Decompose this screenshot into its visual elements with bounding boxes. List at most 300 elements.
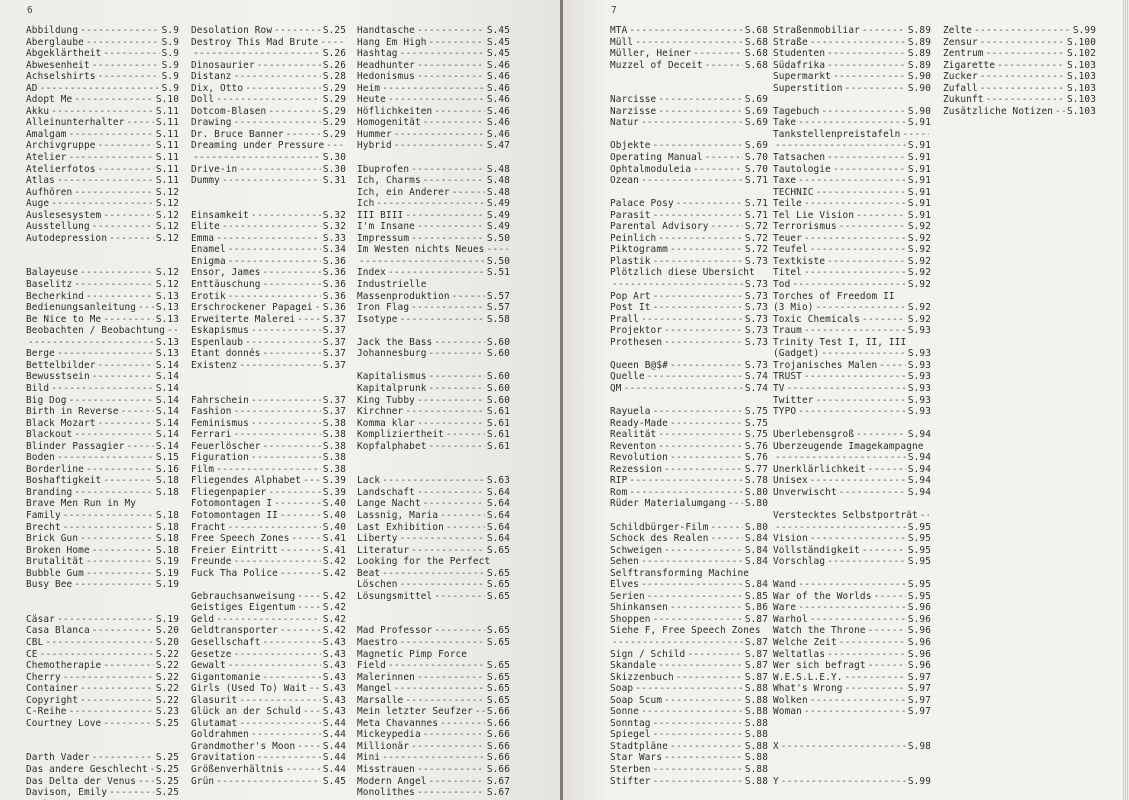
index-entry (610, 360, 768, 372)
dotted-leader (239, 695, 320, 707)
entry-term: Unverwischt (773, 486, 837, 498)
index-entry (610, 325, 768, 337)
entry-term: Y (773, 775, 779, 787)
entry-page: S.91 (907, 152, 931, 164)
entry-page: S.88 (744, 683, 768, 695)
index-entry (26, 718, 179, 730)
entry-page: S.84 (744, 556, 768, 568)
entry-page: S.29 (322, 82, 346, 94)
dotted-leader (63, 510, 154, 522)
entry-term: Black Mozart (26, 417, 96, 429)
index-entry (773, 279, 931, 291)
dotted-leader (810, 695, 906, 707)
entry-term: Wolken (773, 694, 808, 706)
dotted-leader (711, 522, 743, 534)
entry-term: Natur (610, 117, 639, 129)
index-entry (610, 314, 768, 326)
index-entry (26, 406, 179, 418)
index-entry (357, 371, 510, 383)
entry-term: Heim (357, 82, 381, 94)
entry-term: Akku (26, 105, 50, 117)
entry-term: Überzeugende Imagekampagne (773, 440, 924, 452)
entry-page: S.29 (322, 94, 346, 106)
entry-term: Auslesesystem (26, 209, 102, 221)
entry-term: Goldrahmen (191, 729, 249, 741)
dotted-leader (1055, 106, 1065, 118)
entry-term: Etant donnés (191, 348, 261, 360)
dotted-leader (446, 429, 485, 441)
index-entry (773, 637, 931, 649)
entry-page: S.91 (907, 117, 931, 129)
entry-page: S.89 (907, 36, 931, 48)
dotted-leader (868, 625, 906, 637)
entry-term: QM (610, 382, 622, 394)
index-entry (610, 210, 768, 222)
index-entry (773, 464, 931, 476)
index-entry (610, 406, 768, 418)
entry-term: Eskapismus (191, 325, 249, 337)
dotted-leader (45, 637, 153, 649)
index-entry (26, 614, 179, 626)
entry-page: S.38 (322, 440, 346, 452)
dotted-leader (405, 210, 484, 222)
entry-term: Parasit (610, 209, 651, 221)
entry-term: Glutamat (191, 717, 238, 729)
entry-page: S.22 (155, 694, 179, 706)
dotted-leader (670, 244, 743, 256)
entry-page: S.97 (907, 694, 931, 706)
entry-term: Figuration (191, 452, 249, 464)
dotted-leader (251, 395, 321, 407)
dotted-leader (997, 60, 1065, 72)
index-entry (191, 625, 346, 637)
index-entry (26, 325, 179, 337)
index-entry (773, 510, 931, 522)
index-entry (610, 533, 768, 545)
entry-term: Tatsachen (773, 152, 826, 164)
index-entry (191, 244, 346, 256)
entry-term: I'm Insane (357, 221, 415, 233)
entry-page: S.40 (322, 521, 346, 533)
spacer (191, 371, 346, 383)
entry-term: Archivgruppe (26, 140, 96, 152)
index-entry (943, 48, 1096, 60)
index-entry (191, 164, 346, 176)
index-entry (191, 591, 346, 603)
entry-term: TV (773, 382, 785, 394)
dotted-leader (641, 175, 743, 187)
dotted-leader (86, 464, 154, 476)
entry-term: Piktogramm (610, 244, 668, 256)
dotted-leader (670, 602, 743, 614)
index-entry (610, 764, 768, 776)
spacer (773, 568, 931, 580)
entry-term: Ich (357, 198, 375, 210)
entry-page: S.36 (322, 279, 346, 291)
entry-term: Distanz (191, 71, 232, 83)
dotted-leader (292, 533, 321, 545)
entry-page: S.40 (322, 498, 346, 510)
entry-term: Sterben (610, 764, 651, 775)
dotted-leader (138, 302, 154, 314)
index-entry (773, 175, 931, 187)
entry-page: S.41 (322, 544, 346, 556)
index-entry (357, 256, 510, 268)
entry-page: S.88 (744, 694, 768, 706)
index-entry (26, 360, 179, 372)
index-entry (610, 233, 768, 245)
dotted-leader (280, 568, 321, 580)
index-entry (357, 187, 510, 199)
dotted-leader (653, 210, 743, 222)
entry-page: S.30 (322, 163, 346, 175)
dotted-leader (804, 198, 906, 210)
dotted-leader (693, 164, 743, 176)
entry-term: Plötzlich diese Übersicht (610, 267, 755, 279)
index-entry (773, 614, 931, 626)
index-entry (773, 25, 931, 37)
entry-term: TRUST (773, 371, 802, 383)
dotted-leader (388, 94, 485, 106)
dotted-leader (856, 429, 906, 441)
entry-term: Doll (191, 94, 215, 106)
entry-page: S.57 (486, 290, 510, 302)
entry-term: III BIII (357, 209, 404, 221)
entry-term: Lack (357, 475, 381, 487)
dotted-leader (121, 406, 154, 418)
entry-page: S.45 (322, 775, 346, 787)
dotted-leader (216, 94, 321, 106)
entry-page: S.95 (907, 521, 931, 533)
entry-page: S.60 (486, 394, 510, 406)
entry-term: Rayuela (610, 406, 651, 418)
entry-page: S.18 (155, 533, 179, 545)
index-entry (943, 94, 1096, 106)
index-entry (191, 545, 346, 557)
index-entry (773, 522, 931, 534)
entry-term: Boden (26, 452, 55, 464)
entry-page: S.73 (744, 336, 768, 348)
index-entry (357, 533, 510, 545)
dotted-leader (711, 221, 743, 233)
entry-page: S.26 (322, 48, 346, 60)
entry-term: Gebrauchsanweisung (191, 590, 296, 602)
entry-term: Torches of Freedom II (773, 290, 895, 302)
index-entry (26, 672, 179, 684)
entry-term: Vollständigkeit (773, 544, 860, 556)
entry-page: S.99 (907, 775, 931, 787)
entry-term: Drawing (191, 117, 232, 129)
entry-page: S.91 (907, 198, 931, 210)
spacer (773, 718, 931, 730)
entry-page: S.97 (907, 671, 931, 683)
index-entry (357, 637, 510, 649)
dotted-leader (798, 602, 906, 614)
entry-term: King Tubby (357, 394, 415, 406)
entry-term: Handtasche (357, 25, 415, 36)
spacer (26, 741, 179, 753)
index-entry (26, 510, 179, 522)
index-entry (357, 522, 510, 534)
entry-page: S.43 (322, 636, 346, 648)
index-entry (357, 683, 510, 695)
index-entry (357, 649, 510, 661)
index-entry (943, 71, 1096, 83)
entry-page: S.68 (744, 36, 768, 48)
entry-page (344, 140, 346, 152)
index-entry (191, 337, 346, 349)
entry-term: Zelte (943, 25, 972, 36)
index-entry (773, 60, 931, 72)
index-entry (191, 441, 346, 453)
index-entry (26, 706, 179, 718)
index-entry (773, 152, 931, 164)
dotted-leader (486, 244, 508, 256)
entry-page: S.98 (907, 740, 931, 752)
entry-term: Lange Nacht (357, 498, 421, 510)
entry-term: Selftransforming Machine (610, 567, 750, 579)
index-entry (26, 545, 179, 557)
entry-term: AD (26, 82, 38, 94)
dotted-leader (263, 267, 321, 279)
entry-page: S.73 (744, 325, 768, 337)
entry-page: S.18 (155, 475, 179, 487)
entry-page: S.42 (322, 625, 346, 637)
index-entry (357, 556, 510, 568)
entry-page: S.69 (744, 105, 768, 117)
index-entry (773, 429, 931, 441)
entry-term: Glasurit (191, 694, 238, 706)
entry-page: S.69 (744, 94, 768, 106)
entry-page: S.61 (486, 429, 510, 441)
dotted-leader (653, 764, 743, 776)
entry-page: S.89 (907, 25, 931, 36)
index-entry (610, 672, 768, 684)
dotted-leader (440, 718, 485, 730)
entry-term: Teufel (773, 244, 808, 256)
dotted-leader (51, 198, 154, 210)
index-entry (943, 83, 1096, 95)
entry-term: Film (191, 463, 215, 475)
entry-term: Projektor (610, 325, 663, 337)
index-entry (773, 533, 931, 545)
index-entry (191, 406, 346, 418)
dotted-leader (879, 360, 906, 372)
dotted-leader (251, 729, 321, 741)
index-entry (610, 660, 768, 672)
spacer (357, 360, 510, 372)
entry-page: S.73 (744, 279, 768, 291)
entry-term: Schildbürger-Film (610, 521, 709, 533)
entry-page: S.36 (322, 255, 346, 267)
entry-page: S.22 (155, 648, 179, 660)
entry-term: (3 Mio) (773, 302, 814, 314)
dotted-leader (376, 198, 484, 210)
index-entry (773, 140, 931, 152)
dotted-leader (400, 533, 485, 545)
spacer (357, 152, 510, 164)
entry-term: Trojanisches Malen (773, 359, 878, 371)
entry-page: S.91 (907, 140, 931, 152)
entry-term: Fracht (191, 521, 226, 533)
dotted-leader (239, 164, 320, 176)
entry-term: Watch the Throne (773, 625, 866, 637)
entry-term: Müller, Heiner (610, 48, 692, 60)
index-entry (357, 510, 510, 522)
dotted-leader (676, 672, 743, 684)
dotted-leader (400, 579, 485, 591)
entry-term: Family (26, 509, 61, 521)
index-entry (773, 741, 931, 753)
dotted-leader (434, 106, 484, 118)
dotted-leader (417, 221, 485, 233)
entry-term: Brutalität (26, 556, 84, 568)
index-entry (26, 302, 179, 314)
index-entry (610, 267, 768, 279)
dotted-leader (429, 441, 485, 453)
entry-page: S.73 (744, 359, 768, 371)
entry-page: S.64 (486, 533, 510, 545)
dotted-leader (845, 672, 906, 684)
dotted-leader (798, 406, 906, 418)
entry-page: S.66 (486, 706, 510, 718)
entry-page: S.22 (155, 683, 179, 695)
index-entry (773, 487, 931, 499)
dotted-leader (452, 291, 485, 303)
index-entry (191, 267, 346, 279)
index-entry (357, 25, 510, 37)
index-entry (773, 198, 931, 210)
entry-page: S.13 (155, 290, 179, 302)
index-entry (191, 568, 346, 580)
dotted-leader (216, 614, 321, 626)
entry-term: Reventon (610, 440, 657, 452)
index-entry (191, 395, 346, 407)
dotted-leader (400, 637, 485, 649)
entry-term: Ich, ein Anderer (357, 186, 450, 198)
dotted-leader (798, 117, 906, 129)
index-entry (610, 487, 768, 499)
index-entry (191, 752, 346, 764)
entry-page: S.37 (322, 348, 346, 360)
entry-page: S.46 (486, 128, 510, 140)
entry-term: Feuerlöscher (191, 440, 261, 452)
entry-page: S.22 (155, 671, 179, 683)
entry-term: Drive-in (191, 163, 238, 175)
entry-term: Autodepression (26, 232, 108, 244)
dotted-leader (193, 48, 321, 60)
entry-page: S.94 (907, 429, 931, 441)
dotted-leader (423, 175, 485, 187)
dotted-leader (653, 718, 743, 730)
entry-page: S.70 (744, 163, 768, 175)
dotted-leader (63, 672, 154, 684)
entry-page: S.91 (907, 186, 931, 198)
spacer (610, 187, 768, 199)
index-entry (357, 729, 510, 741)
entry-term: Palace Posy (610, 198, 674, 210)
index-entry (26, 221, 179, 233)
entry-term: Post It (610, 302, 651, 314)
entry-term: Freunde (191, 556, 232, 568)
dotted-leader (664, 325, 743, 337)
entry-term: Quelle (610, 371, 645, 383)
entry-term: Komma klar (357, 417, 415, 429)
dotted-leader (103, 718, 153, 730)
index-entry (191, 48, 346, 60)
index-entry (26, 776, 179, 788)
index-entry (357, 545, 510, 557)
entry-page: S.89 (907, 59, 931, 71)
dotted-leader (429, 37, 485, 49)
index-entry (357, 383, 510, 395)
entry-term: Im Westen nichts Neues (357, 244, 485, 256)
entry-term: Atelier (26, 152, 67, 164)
dotted-leader (775, 140, 906, 152)
index-entry (610, 164, 768, 176)
index-entry (610, 683, 768, 695)
index-entry (191, 279, 346, 291)
entry-term: Brave Men Run in My (26, 498, 137, 510)
dotted-leader (664, 752, 743, 764)
index-entry (773, 71, 931, 83)
index-entry (357, 475, 510, 487)
index-entry (610, 464, 768, 476)
index-entry (191, 140, 346, 152)
dotted-leader (641, 556, 743, 568)
index-entry (773, 360, 931, 372)
entry-term: Gesetze (191, 648, 232, 660)
entry-page: S.97 (907, 683, 931, 695)
entry-term: Glück an der Schuld (191, 706, 302, 718)
dotted-leader (80, 533, 154, 545)
index-entry (191, 533, 346, 545)
dotted-leader (234, 71, 321, 83)
index-entry (26, 314, 179, 326)
entry-page: S.74 (744, 371, 768, 383)
index-entry (357, 198, 510, 210)
entry-term: Abbildung (26, 25, 79, 36)
entry-term: Big Dog (26, 394, 67, 406)
index-entry (26, 452, 179, 464)
entry-page: S.22 (155, 660, 179, 672)
entry-term: Tod (773, 279, 791, 291)
dotted-leader (816, 187, 906, 199)
entry-term: Straßenmobiliar (773, 25, 860, 36)
entry-term: Mangel (357, 683, 392, 695)
index-entry (357, 764, 510, 776)
entry-term: Hashtag (357, 48, 398, 60)
entry-page: S.60 (486, 336, 510, 348)
entry-page: S.25 (155, 787, 179, 799)
dotted-leader (902, 129, 929, 141)
entry-page: S.14 (155, 371, 179, 383)
entry-page: S.60 (486, 348, 510, 360)
entry-page: S.67 (486, 775, 510, 787)
entry-term: Revolution (610, 452, 668, 464)
dotted-leader (664, 695, 743, 707)
index-entry (610, 221, 768, 233)
index-entry (610, 718, 768, 730)
entry-term: Monolithes (357, 787, 415, 799)
entry-term: Cherry (26, 671, 61, 683)
entry-term: Mickeypedia (357, 729, 421, 741)
entry-term: Fliegenpapier (191, 486, 267, 498)
dotted-leader (103, 475, 153, 487)
dotted-leader (446, 522, 485, 534)
entry-term: Espenlaub (191, 336, 244, 348)
dotted-leader (781, 776, 906, 788)
